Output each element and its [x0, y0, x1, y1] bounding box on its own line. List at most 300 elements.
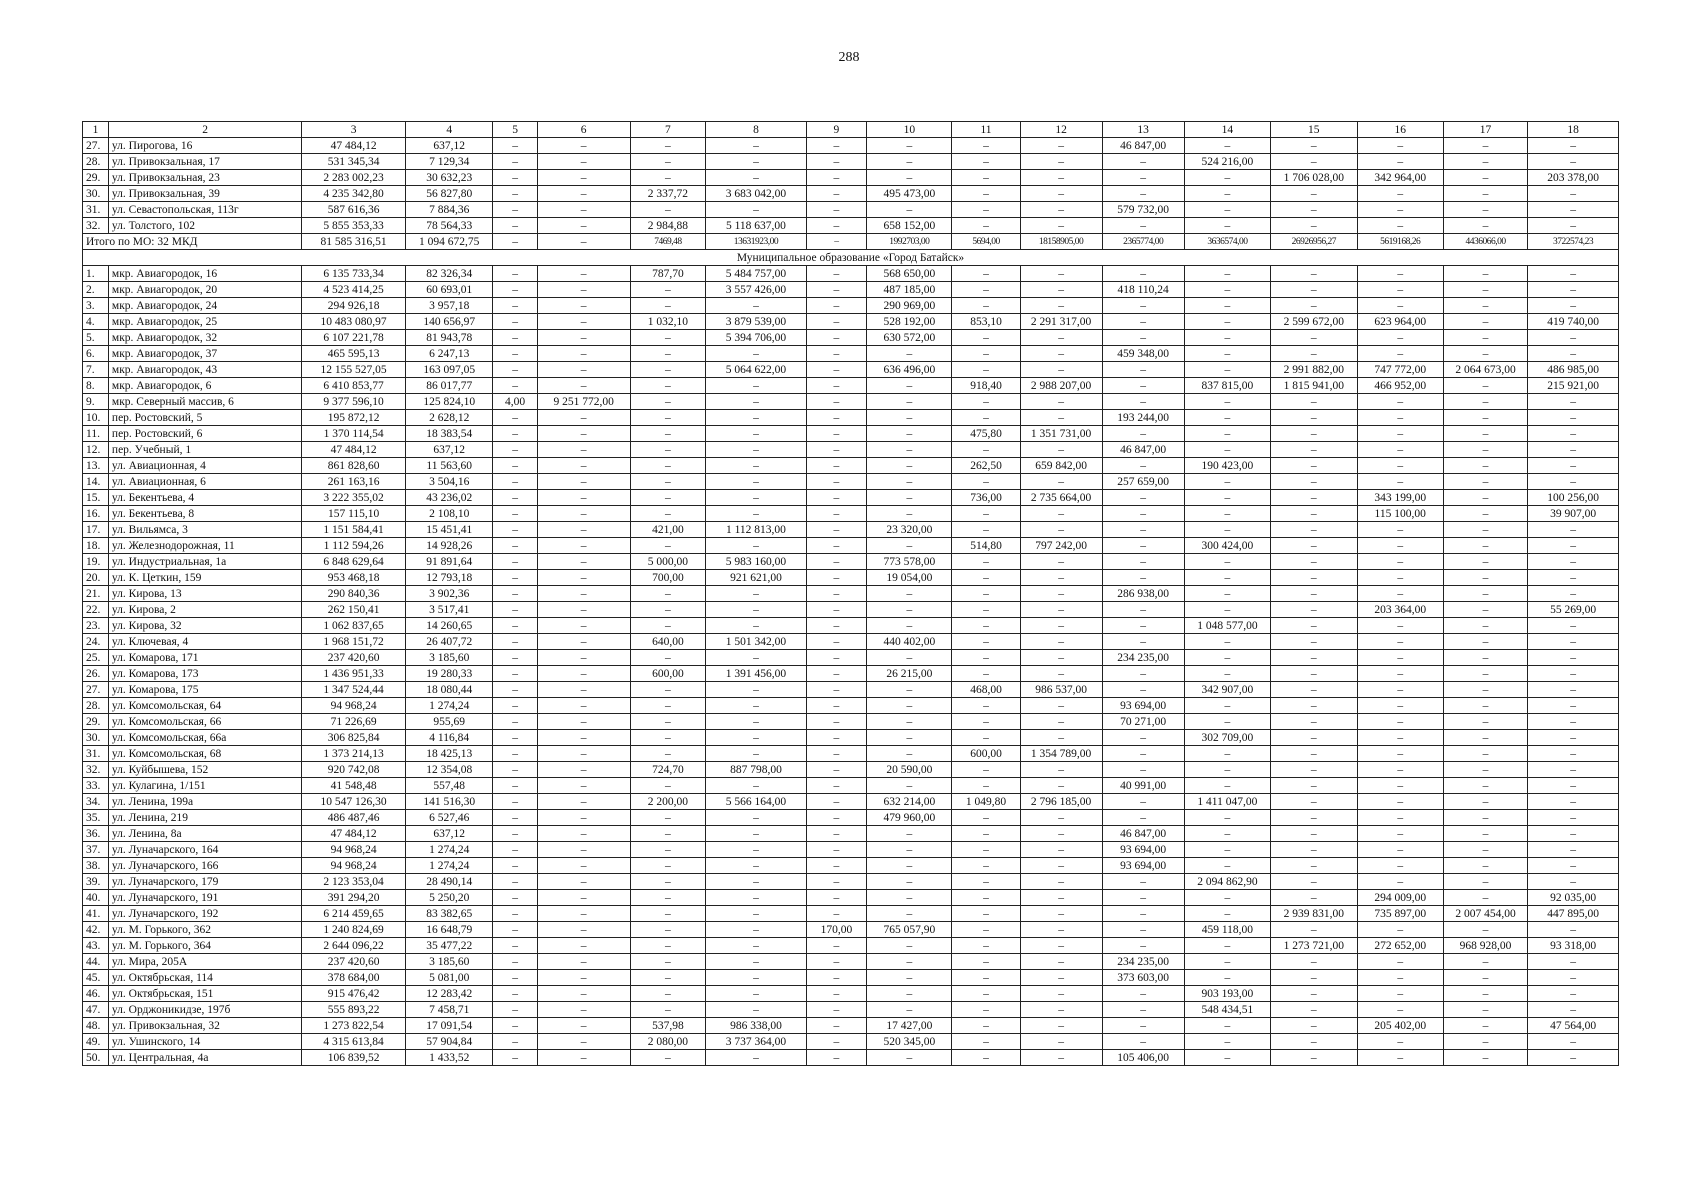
value-cell: 16 648,79	[405, 922, 492, 938]
value-cell: 11 563,60	[405, 458, 492, 474]
value-cell: –	[1528, 714, 1619, 730]
value-cell: –	[1443, 218, 1527, 234]
value-cell: –	[1184, 218, 1270, 234]
value-cell: –	[806, 938, 866, 954]
table-row	[83, 522, 1619, 538]
value-cell: –	[1020, 586, 1102, 602]
table-row	[83, 890, 1619, 906]
row-number: 8.	[83, 378, 109, 394]
value-cell: 41 548,48	[302, 778, 406, 794]
value-cell: 2 108,10	[405, 506, 492, 522]
value-cell: –	[1443, 170, 1527, 186]
value-cell: –	[1357, 266, 1443, 282]
value-cell: –	[806, 682, 866, 698]
value-cell: 2 094 862,90	[1184, 874, 1270, 890]
value-cell: 637,12	[405, 442, 492, 458]
value-cell: 70 271,00	[1102, 714, 1184, 730]
value-cell: –	[1357, 426, 1443, 442]
value-cell: –	[493, 266, 537, 282]
value-cell: –	[537, 378, 630, 394]
value-cell: –	[1184, 906, 1270, 922]
value-cell: –	[867, 778, 952, 794]
value-cell: –	[1443, 618, 1527, 634]
value-cell: 724,70	[630, 762, 706, 778]
value-cell: –	[537, 634, 630, 650]
value-cell: –	[1443, 1034, 1527, 1050]
value-cell: –	[1020, 602, 1102, 618]
value-cell: –	[1443, 634, 1527, 650]
value-cell: –	[630, 698, 706, 714]
value-cell: –	[1528, 186, 1619, 202]
value-cell: –	[1020, 1018, 1102, 1034]
value-cell: 4 235 342,80	[302, 186, 406, 202]
value-cell: 3 737 364,00	[706, 1034, 806, 1050]
value-cell: –	[1271, 778, 1357, 794]
value-cell: –	[1020, 922, 1102, 938]
value-cell: –	[1528, 1050, 1619, 1066]
value-cell: –	[537, 490, 630, 506]
value-cell: –	[806, 570, 866, 586]
value-cell: 94 968,24	[302, 842, 406, 858]
value-cell: 10 483 080,97	[302, 314, 406, 330]
value-cell: 234 235,00	[1102, 650, 1184, 666]
address-cell: пер. Учебный, 1	[108, 442, 301, 458]
value-cell: –	[952, 842, 1020, 858]
value-cell: 56 827,80	[405, 186, 492, 202]
value-cell: 302 709,00	[1184, 730, 1270, 746]
address-cell: ул. Индустриальная, 1а	[108, 554, 301, 570]
value-cell: 747 772,00	[1357, 362, 1443, 378]
value-cell: –	[630, 682, 706, 698]
value-cell: 853,10	[952, 314, 1020, 330]
value-cell: –	[1443, 442, 1527, 458]
value-cell: 17 091,54	[405, 1018, 492, 1034]
value-cell: –	[537, 362, 630, 378]
value-cell: –	[1528, 426, 1619, 442]
value-cell: –	[1184, 586, 1270, 602]
address-cell: ул. Луначарского, 192	[108, 906, 301, 922]
value-cell: –	[867, 154, 952, 170]
value-cell: –	[1528, 810, 1619, 826]
value-cell: –	[1102, 426, 1184, 442]
value-cell: 2 644 096,22	[302, 938, 406, 954]
table-row	[83, 154, 1619, 170]
value-cell: –	[493, 570, 537, 586]
value-cell: –	[537, 618, 630, 634]
value-cell: –	[1020, 938, 1102, 954]
value-cell: –	[1528, 730, 1619, 746]
value-cell: –	[1184, 778, 1270, 794]
table-row	[83, 602, 1619, 618]
value-cell: –	[706, 858, 806, 874]
value-cell: –	[1102, 522, 1184, 538]
value-cell: 3 185,60	[405, 954, 492, 970]
value-cell: 9 251 772,00	[537, 394, 630, 410]
value-cell: –	[806, 650, 866, 666]
value-cell: 272 652,00	[1357, 938, 1443, 954]
value-cell: 91 891,64	[405, 554, 492, 570]
value-cell: 7 884,36	[405, 202, 492, 218]
value-cell: –	[1271, 874, 1357, 890]
value-cell: 47 484,12	[302, 826, 406, 842]
value-cell: –	[1020, 362, 1102, 378]
value-cell: 140 656,97	[405, 314, 492, 330]
value-cell: –	[1528, 794, 1619, 810]
value-cell: 1 347 524,44	[302, 682, 406, 698]
row-number: 25.	[83, 650, 109, 666]
value-cell: –	[806, 986, 866, 1002]
value-cell: –	[952, 170, 1020, 186]
value-cell: –	[1020, 522, 1102, 538]
value-cell: 465 595,13	[302, 346, 406, 362]
value-cell: –	[630, 378, 706, 394]
value-cell: –	[952, 154, 1020, 170]
value-cell: –	[1443, 506, 1527, 522]
value-cell: –	[1357, 186, 1443, 202]
value-cell: –	[1184, 970, 1270, 986]
value-cell: –	[1102, 986, 1184, 1002]
value-cell: 6 527,46	[405, 810, 492, 826]
table-row	[83, 138, 1619, 154]
value-cell: –	[537, 842, 630, 858]
value-cell: –	[1020, 634, 1102, 650]
value-cell: –	[537, 954, 630, 970]
value-cell: –	[1020, 874, 1102, 890]
value-cell: –	[867, 826, 952, 842]
value-cell: –	[493, 906, 537, 922]
value-cell: 736,00	[952, 490, 1020, 506]
value-cell: 3 557 426,00	[706, 282, 806, 298]
row-number: 46.	[83, 986, 109, 1002]
value-cell: –	[706, 170, 806, 186]
value-cell: –	[1102, 906, 1184, 922]
value-cell: –	[1357, 282, 1443, 298]
value-cell: –	[493, 874, 537, 890]
value-cell: –	[1443, 570, 1527, 586]
value-cell: –	[1184, 394, 1270, 410]
value-cell: 3 504,16	[405, 474, 492, 490]
value-cell: 1 274,24	[405, 858, 492, 874]
value-cell: 1 274,24	[405, 842, 492, 858]
value-cell: –	[493, 890, 537, 906]
value-cell: 2 735 664,00	[1020, 490, 1102, 506]
value-cell: –	[952, 938, 1020, 954]
row-number: 29.	[83, 170, 109, 186]
value-cell: –	[630, 426, 706, 442]
value-cell: –	[537, 346, 630, 362]
column-header-4: 4	[405, 122, 492, 138]
value-cell: –	[1528, 298, 1619, 314]
value-cell: 290 969,00	[867, 298, 952, 314]
value-cell: –	[706, 506, 806, 522]
value-cell: –	[1184, 890, 1270, 906]
value-cell: –	[537, 538, 630, 554]
value-cell: 40 991,00	[1102, 778, 1184, 794]
column-header-17: 17	[1443, 122, 1527, 138]
row-number: 31.	[83, 746, 109, 762]
value-cell: –	[1102, 810, 1184, 826]
value-cell: 915 476,42	[302, 986, 406, 1002]
value-cell: –	[1443, 842, 1527, 858]
value-cell: –	[1443, 826, 1527, 842]
row-number: 32.	[83, 762, 109, 778]
value-cell: 3 879 539,00	[706, 314, 806, 330]
value-cell: 797 242,00	[1020, 538, 1102, 554]
value-cell: 953 468,18	[302, 570, 406, 586]
table-row	[83, 330, 1619, 346]
value-cell: –	[706, 986, 806, 1002]
table-row	[83, 746, 1619, 762]
value-cell: –	[706, 618, 806, 634]
address-cell: ул. Луначарского, 179	[108, 874, 301, 890]
value-cell: –	[1020, 394, 1102, 410]
value-cell: 203 378,00	[1528, 170, 1619, 186]
value-cell: 459 348,00	[1102, 346, 1184, 362]
table-row	[83, 314, 1619, 330]
value-cell: 12 283,42	[405, 986, 492, 1002]
value-cell: –	[1357, 554, 1443, 570]
total-value-cell: 3722574,23	[1528, 234, 1619, 250]
value-cell: 700,00	[630, 570, 706, 586]
value-cell: –	[1357, 138, 1443, 154]
value-cell: 5 983 160,00	[706, 554, 806, 570]
value-cell: –	[1443, 586, 1527, 602]
value-cell: –	[806, 826, 866, 842]
value-cell: –	[806, 346, 866, 362]
value-cell: –	[537, 986, 630, 1002]
value-cell: –	[1528, 154, 1619, 170]
value-cell: –	[706, 954, 806, 970]
total-value-cell: 13631923,00	[706, 234, 806, 250]
value-cell: –	[1020, 986, 1102, 1002]
value-cell: –	[493, 186, 537, 202]
total-value-cell: 81 585 316,51	[302, 234, 406, 250]
value-cell: –	[493, 330, 537, 346]
value-cell: –	[706, 682, 806, 698]
value-cell: 81 943,78	[405, 330, 492, 346]
column-header-9: 9	[806, 122, 866, 138]
column-header-13: 13	[1102, 122, 1184, 138]
value-cell: –	[1271, 474, 1357, 490]
row-number: 44.	[83, 954, 109, 970]
value-cell: –	[493, 650, 537, 666]
value-cell: –	[806, 202, 866, 218]
value-cell: –	[867, 538, 952, 554]
value-cell: –	[1443, 922, 1527, 938]
value-cell: –	[537, 730, 630, 746]
row-number: 16.	[83, 506, 109, 522]
value-cell: 421,00	[630, 522, 706, 538]
row-number: 50.	[83, 1050, 109, 1066]
value-cell: –	[493, 474, 537, 490]
value-cell: –	[1102, 458, 1184, 474]
value-cell: –	[806, 218, 866, 234]
value-cell: –	[1184, 762, 1270, 778]
value-cell: –	[493, 746, 537, 762]
total-value-cell: 5619168,26	[1357, 234, 1443, 250]
value-cell: –	[1271, 586, 1357, 602]
row-number: 9.	[83, 394, 109, 410]
value-cell: –	[1357, 922, 1443, 938]
value-cell: 157 115,10	[302, 506, 406, 522]
value-cell: 19 280,33	[405, 666, 492, 682]
value-cell: 43 236,02	[405, 490, 492, 506]
value-cell: –	[537, 746, 630, 762]
value-cell: –	[1528, 874, 1619, 890]
value-cell: –	[1102, 154, 1184, 170]
value-cell: 568 650,00	[867, 266, 952, 282]
value-cell: 2 984,88	[630, 218, 706, 234]
value-cell: 1 049,80	[952, 794, 1020, 810]
value-cell: –	[706, 938, 806, 954]
value-cell: –	[867, 858, 952, 874]
value-cell: 3 683 042,00	[706, 186, 806, 202]
value-cell: –	[867, 1002, 952, 1018]
table-row	[83, 794, 1619, 810]
value-cell: –	[630, 346, 706, 362]
value-cell: –	[1184, 362, 1270, 378]
value-cell: –	[493, 554, 537, 570]
address-cell: мкр. Авиагородок, 16	[108, 266, 301, 282]
value-cell: –	[493, 682, 537, 698]
value-cell: –	[1184, 314, 1270, 330]
value-cell: –	[867, 346, 952, 362]
value-cell: 170,00	[806, 922, 866, 938]
value-cell: 2 991 882,00	[1271, 362, 1357, 378]
row-number: 5.	[83, 330, 109, 346]
value-cell: –	[1271, 458, 1357, 474]
value-cell: –	[1443, 602, 1527, 618]
value-cell: –	[1271, 970, 1357, 986]
value-cell: –	[806, 298, 866, 314]
total-value-cell: –	[537, 234, 630, 250]
value-cell: –	[1528, 458, 1619, 474]
value-cell: 215 921,00	[1528, 378, 1619, 394]
value-cell: –	[806, 1050, 866, 1066]
value-cell: –	[493, 346, 537, 362]
address-cell: мкр. Авиагородок, 32	[108, 330, 301, 346]
value-cell: –	[867, 682, 952, 698]
value-cell: –	[630, 906, 706, 922]
value-cell: –	[1357, 858, 1443, 874]
value-cell: –	[706, 826, 806, 842]
value-cell: 125 824,10	[405, 394, 492, 410]
value-cell: –	[1528, 922, 1619, 938]
value-cell: 18 383,54	[405, 426, 492, 442]
row-number: 2.	[83, 282, 109, 298]
value-cell: –	[630, 826, 706, 842]
value-cell: –	[1271, 522, 1357, 538]
table-row	[83, 970, 1619, 986]
value-cell: 3 185,60	[405, 650, 492, 666]
value-cell: 1 048 577,00	[1184, 618, 1270, 634]
value-cell: –	[1443, 1002, 1527, 1018]
row-number: 14.	[83, 474, 109, 490]
value-cell: –	[952, 906, 1020, 922]
value-cell: –	[493, 170, 537, 186]
value-cell: –	[706, 1050, 806, 1066]
value-cell: 1 274,24	[405, 698, 492, 714]
value-cell: –	[952, 618, 1020, 634]
value-cell: –	[867, 442, 952, 458]
address-cell: мкр. Авиагородок, 24	[108, 298, 301, 314]
value-cell: –	[537, 714, 630, 730]
value-cell: –	[706, 842, 806, 858]
value-cell: –	[1271, 298, 1357, 314]
value-cell: 632 214,00	[867, 794, 952, 810]
value-cell: –	[952, 266, 1020, 282]
value-cell: 26 215,00	[867, 666, 952, 682]
value-cell: –	[1528, 698, 1619, 714]
value-cell: –	[630, 954, 706, 970]
row-number: 40.	[83, 890, 109, 906]
value-cell: –	[493, 1034, 537, 1050]
value-cell: –	[806, 906, 866, 922]
value-cell: 141 516,30	[405, 794, 492, 810]
value-cell: –	[1357, 874, 1443, 890]
table-row	[83, 634, 1619, 650]
value-cell: 290 840,36	[302, 586, 406, 602]
value-cell: –	[630, 362, 706, 378]
value-cell: –	[1271, 698, 1357, 714]
value-cell: –	[952, 874, 1020, 890]
value-cell: 773 578,00	[867, 554, 952, 570]
value-cell: –	[493, 826, 537, 842]
row-number: 13.	[83, 458, 109, 474]
value-cell: –	[706, 730, 806, 746]
value-cell: –	[1102, 682, 1184, 698]
value-cell: 237 420,60	[302, 650, 406, 666]
value-cell: –	[706, 650, 806, 666]
value-cell: –	[806, 410, 866, 426]
value-cell: –	[630, 602, 706, 618]
value-cell: –	[493, 730, 537, 746]
value-cell: –	[806, 474, 866, 490]
value-cell: –	[1184, 634, 1270, 650]
value-cell: 262 150,41	[302, 602, 406, 618]
value-cell: 190 423,00	[1184, 458, 1270, 474]
row-number: 11.	[83, 426, 109, 442]
value-cell: 466 952,00	[1357, 378, 1443, 394]
table-row	[83, 986, 1619, 1002]
value-cell: –	[952, 730, 1020, 746]
column-header-16: 16	[1357, 122, 1443, 138]
value-cell: –	[1357, 394, 1443, 410]
value-cell: –	[1271, 666, 1357, 682]
address-cell: мкр. Авиагородок, 25	[108, 314, 301, 330]
value-cell: –	[1020, 618, 1102, 634]
row-number: 15.	[83, 490, 109, 506]
value-cell: –	[1102, 362, 1184, 378]
value-cell: –	[1102, 746, 1184, 762]
address-cell: ул. Куйбышева, 152	[108, 762, 301, 778]
value-cell: –	[1102, 218, 1184, 234]
address-cell: ул. Луначарского, 166	[108, 858, 301, 874]
value-cell: –	[867, 394, 952, 410]
row-number: 24.	[83, 634, 109, 650]
value-cell: –	[493, 1002, 537, 1018]
value-cell: 60 693,01	[405, 282, 492, 298]
value-cell: –	[806, 138, 866, 154]
value-cell: –	[952, 330, 1020, 346]
value-cell: –	[1020, 330, 1102, 346]
value-cell: –	[630, 874, 706, 890]
address-cell: ул. Привокзальная, 32	[108, 1018, 301, 1034]
value-cell: –	[1357, 474, 1443, 490]
value-cell: –	[952, 298, 1020, 314]
value-cell: –	[1184, 426, 1270, 442]
value-cell: 7 458,71	[405, 1002, 492, 1018]
